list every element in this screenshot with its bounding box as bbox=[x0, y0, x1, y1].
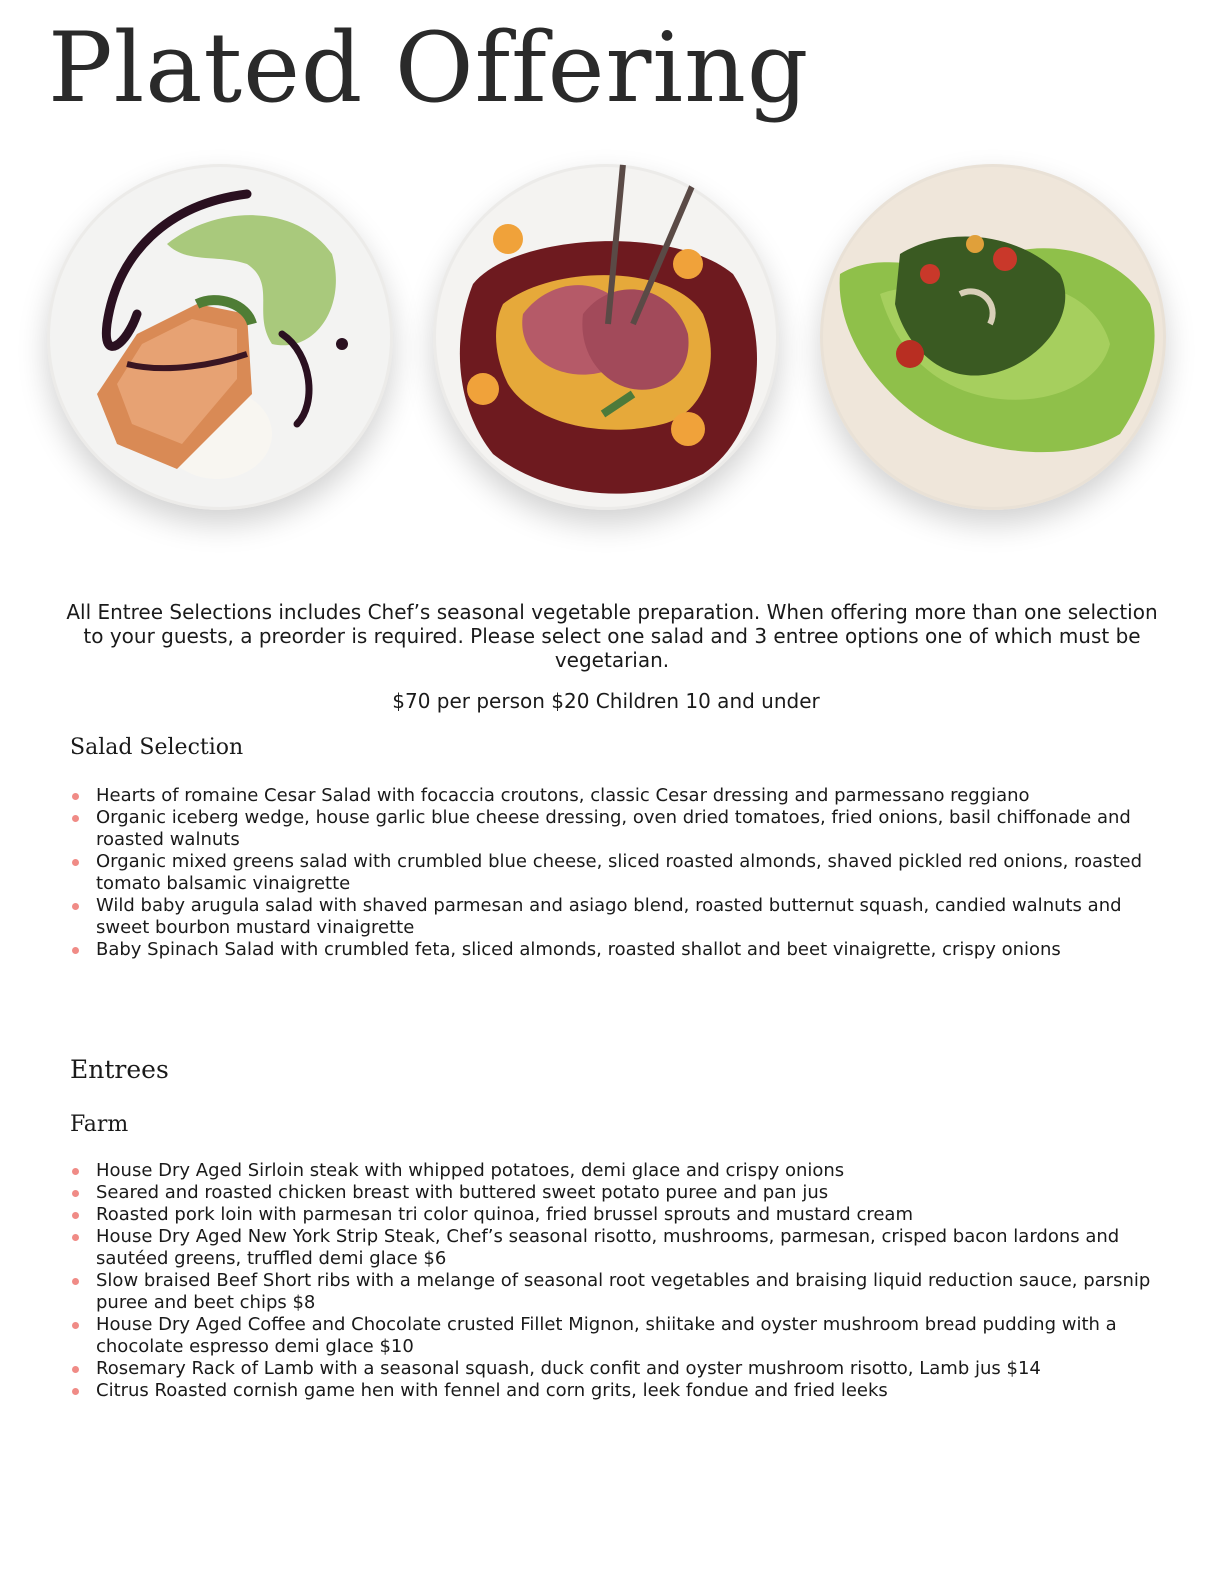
bullet-icon bbox=[72, 1278, 79, 1285]
list-item bbox=[70, 807, 1160, 851]
list-item-text: Slow braised Beef Short ribs with a melange of seasonal root vegetables and braising liquid reduction sauce, parsnip puree and beet chips $8 bbox=[96, 1270, 1151, 1313]
list-item-text: Hearts of romaine Cesar Salad with focaccia croutons, classic Cesar dressing and parmessano reggiano bbox=[96, 785, 1030, 806]
bullet-icon bbox=[72, 815, 79, 822]
list-item bbox=[70, 1270, 1160, 1314]
salad-list bbox=[70, 785, 1160, 961]
list-item-text: Seared and roasted chicken breast with buttered sweet potato puree and pan jus bbox=[96, 1182, 829, 1203]
pasta-plate-photo bbox=[820, 164, 1166, 510]
list-item-text: Wild baby arugula salad with shaved parmesan and asiago blend, roasted butternut squash, candied walnuts and sweet bourbon mustard vinaigrette bbox=[96, 895, 1122, 938]
bullet-icon bbox=[72, 1322, 79, 1329]
intro-text: All Entree Selections includes Chef’s seasonal vegetable preparation. When offering more than one selection to your guests, a preorder is required. Please select one salad and 3 entree options one of which must be vegetarian. bbox=[66, 600, 1158, 672]
salad-heading: Salad Selection bbox=[70, 735, 244, 760]
bullet-icon bbox=[72, 903, 79, 910]
plate-photo-row bbox=[0, 164, 1224, 524]
bullet-icon bbox=[72, 793, 79, 800]
bullet-icon bbox=[72, 1168, 79, 1175]
lamb-plate-photo bbox=[433, 164, 779, 510]
list-item-text: Roasted pork loin with parmesan tri color quinoa, fried brussel sprouts and mustard cream bbox=[96, 1204, 913, 1225]
list-item-text: Rosemary Rack of Lamb with a seasonal squash, duck confit and oyster mushroom risotto, Lamb jus $14 bbox=[96, 1358, 1041, 1379]
list-item bbox=[70, 1380, 1160, 1402]
bullet-icon bbox=[72, 1212, 79, 1219]
list-item bbox=[70, 1182, 1160, 1204]
list-item bbox=[70, 1358, 1160, 1380]
list-item-text: Citrus Roasted cornish game hen with fennel and corn grits, leek fondue and fried leeks bbox=[96, 1380, 888, 1401]
farm-list bbox=[70, 1160, 1160, 1402]
entrees-heading: Entrees bbox=[70, 1055, 169, 1084]
list-item bbox=[70, 851, 1160, 895]
farm-heading: Farm bbox=[70, 1112, 129, 1137]
list-item bbox=[70, 895, 1160, 939]
list-item-text: Organic mixed greens salad with crumbled blue cheese, sliced roasted almonds, shaved pickled red onions, roasted tomato balsamic vinaigrette bbox=[96, 851, 1143, 894]
bullet-icon bbox=[72, 1234, 79, 1241]
list-item-text: Organic iceberg wedge, house garlic blue cheese dressing, oven dried tomatoes, fried onions, basil chiffonade and roasted walnuts bbox=[96, 807, 1131, 850]
bullet-icon bbox=[72, 1388, 79, 1395]
list-item-text: House Dry Aged Sirloin steak with whipped potatoes, demi glace and crispy onions bbox=[96, 1160, 845, 1181]
bullet-icon bbox=[72, 859, 79, 866]
bullet-icon bbox=[72, 1190, 79, 1197]
bullet-icon bbox=[72, 1366, 79, 1373]
list-item bbox=[70, 939, 1160, 961]
list-item bbox=[70, 1160, 1160, 1182]
list-item-text: House Dry Aged Coffee and Chocolate crusted Fillet Mignon, shiitake and oyster mushroom bread pudding with a chocolate espresso demi glace $10 bbox=[96, 1314, 1117, 1357]
page-title: Plated Offering bbox=[48, 12, 810, 124]
price-text: $70 per person $20 Children 10 and under bbox=[392, 689, 820, 713]
list-item-text: Baby Spinach Salad with crumbled feta, sliced almonds, roasted shallot and beet vinaigrette, crispy onions bbox=[96, 939, 1061, 960]
list-item-text: House Dry Aged New York Strip Steak, Chef’s seasonal risotto, mushrooms, parmesan, crisped bacon lardons and sautéed greens, truffled demi glace $6 bbox=[96, 1226, 1120, 1269]
salmon-plate-photo bbox=[47, 164, 393, 510]
list-item bbox=[70, 1204, 1160, 1226]
list-item bbox=[70, 785, 1160, 807]
bullet-icon bbox=[72, 947, 79, 954]
list-item bbox=[70, 1226, 1160, 1270]
list-item bbox=[70, 1314, 1160, 1358]
